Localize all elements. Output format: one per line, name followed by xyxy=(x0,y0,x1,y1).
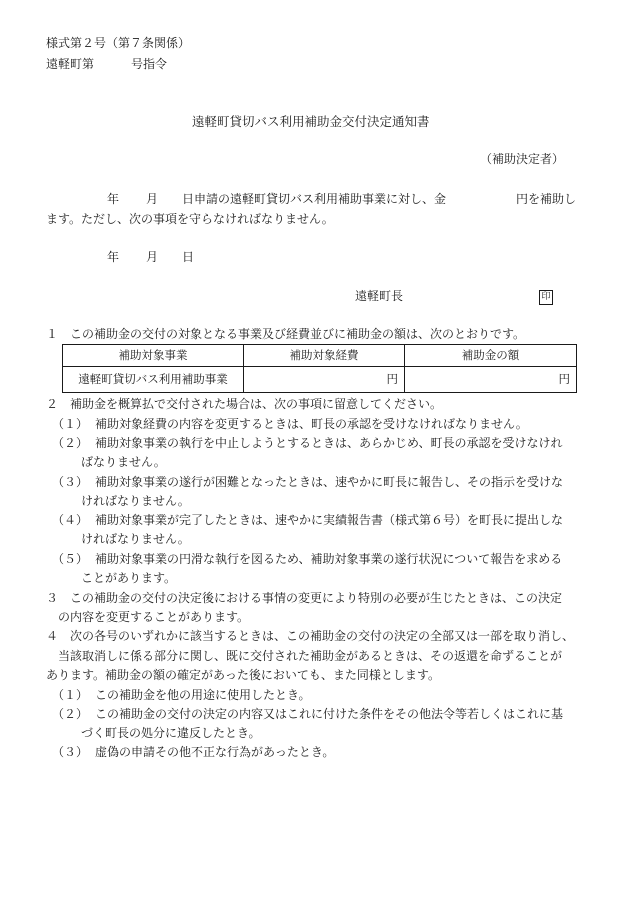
item-line: 虚偽の申請その他不正な行為があったとき。 xyxy=(95,745,335,759)
table-cell: 円 xyxy=(405,367,577,393)
item-line: づく町長の処分に違反したとき。 xyxy=(81,726,261,740)
item-line: ければなりません。 xyxy=(81,532,190,546)
section4-line: ４ 次の各号のいずれかに該当するときは、この補助金の交付の決定の全部又は一部を取り消し、 xyxy=(46,629,575,643)
reference-prefix: 遠軽町第 xyxy=(46,57,95,71)
item-line: 補助対象経費の内容を変更するときは、町長の承認を受けなければなりません。 xyxy=(95,417,528,431)
date-day: 日 xyxy=(182,250,195,264)
item-line: ことがあります。 xyxy=(81,571,177,585)
item-number: （４） xyxy=(52,513,89,527)
table-header: 補助対象経費 xyxy=(244,345,405,367)
intro-month: 月 xyxy=(146,192,159,206)
reference-suffix: 号指令 xyxy=(131,57,168,71)
item-number: （２） xyxy=(52,436,89,450)
issuer-name: 遠軽町長 xyxy=(355,289,404,303)
table-cell: 遠軽町貸切バス利用補助事業 xyxy=(63,367,244,393)
intro-day-text: 日申請の遠軽町貸切バス利用補助事業に対し、金 xyxy=(182,192,447,206)
form-number: 様式第２号（第７条関係） xyxy=(46,36,191,50)
item-line: この補助金の交付の決定の内容又はこれに付けた条件をその他法令等若しくはこれに基 xyxy=(95,707,564,721)
section4-line: 当該取消しに係る部分に関し、既に交付された補助金があるときは、その返還を命ずることが xyxy=(58,649,563,663)
intro-amount-text: 円を補助し xyxy=(516,192,577,206)
item-line: この補助金を他の用途に使用したとき。 xyxy=(95,688,311,702)
recipient: （補助決定者） xyxy=(480,152,565,166)
section4-line: あります。補助金の額の確定があった後においても、また同様とします。 xyxy=(46,668,440,682)
document-title: 遠軽町貸切バス利用補助金交付決定通知書 xyxy=(192,114,430,129)
section3-line: の内容を変更することがあります。 xyxy=(58,610,250,624)
item-number: （１） xyxy=(52,417,89,431)
seal-wrap xyxy=(539,289,553,305)
table-row xyxy=(63,367,577,393)
table-header: 補助対象事業 xyxy=(63,345,244,367)
section1-text: １ この補助金の交付の対象となる事業及び経費並びに補助金の額は、次のとおりです。 xyxy=(46,327,526,341)
date-month: 月 xyxy=(146,250,159,264)
date-year: 年 xyxy=(107,250,120,264)
section3-line: ３ この補助金の交付の決定後における事情の変更により特別の必要が生じたときは、この決定 xyxy=(46,591,563,605)
intro-year: 年 xyxy=(107,192,120,206)
item-number: （３） xyxy=(52,475,89,489)
intro-line2: ます。ただし、次の事項を守らなければなりません。 xyxy=(46,212,334,226)
item-number: （２） xyxy=(52,707,89,721)
item-line: 補助対象事業が完了したときは、速やかに実績報告書（様式第６号）を町長に提出しな xyxy=(95,513,564,527)
item-number: （１） xyxy=(52,688,89,702)
item-number: （５） xyxy=(52,552,89,566)
item-line: ばなりません。 xyxy=(81,455,166,469)
item-number: （３） xyxy=(52,745,89,759)
table-cell: 円 xyxy=(244,367,405,393)
item-line: 補助対象事業の遂行が困難となったときは、速やかに町長に報告し、その指示を受けな xyxy=(95,475,564,489)
item-line: 補助対象事業の執行を中止しようとするときは、あらかじめ、町長の承認を受けなけれ xyxy=(95,436,563,450)
table-header: 補助金の額 xyxy=(405,345,577,367)
table-header-row xyxy=(63,345,577,367)
section2-text: ２ 補助金を概算払で交付された場合は、次の事項に留意してください。 xyxy=(46,397,443,411)
item-line: ければなりません。 xyxy=(81,494,190,508)
seal-mark: 印 xyxy=(539,290,553,305)
item-line: 補助対象事業の円滑な執行を図るため、補助対象事業の遂行状況について報告を求める xyxy=(95,552,563,566)
subsidy-table xyxy=(62,344,577,393)
